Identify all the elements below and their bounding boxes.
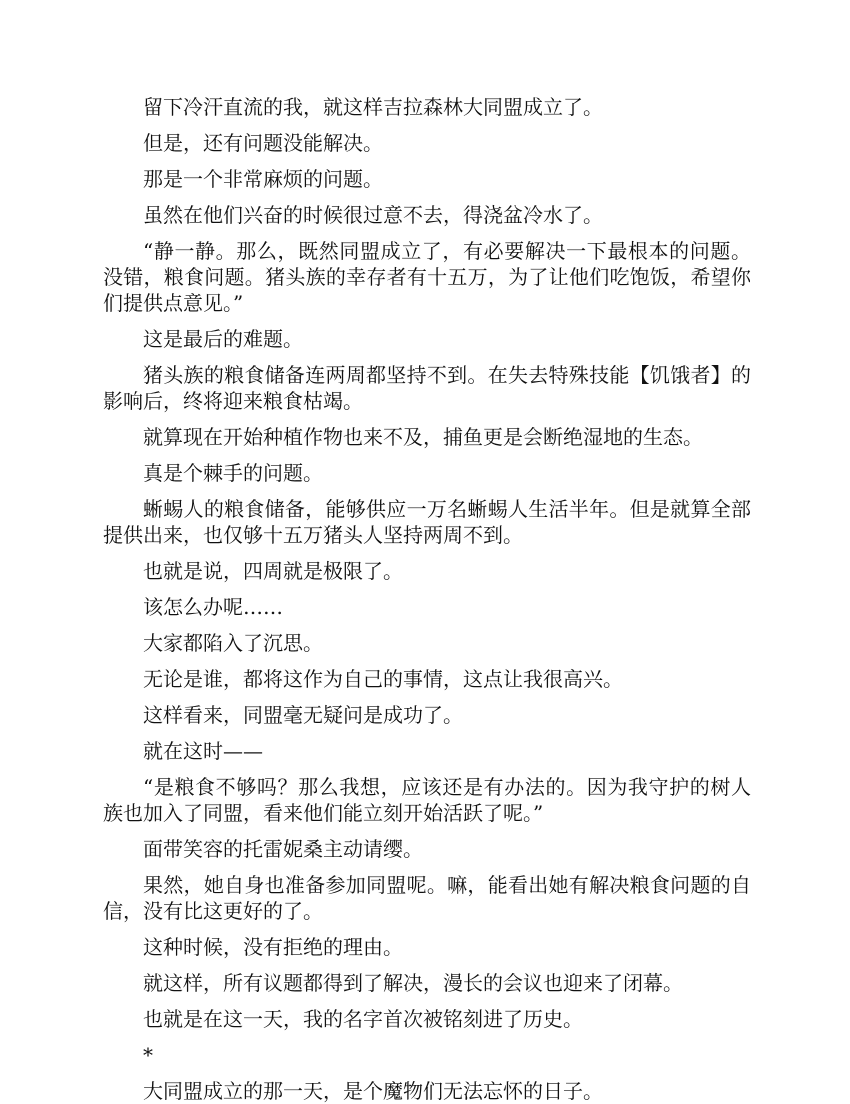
- paragraph-6: 这是最后的难题。: [143, 327, 303, 351]
- paragraph-4: 虽然在他们兴奋的时候很过意不去，得浇盆冷水了。: [143, 203, 603, 227]
- paragraph-10: 蜥蜴人的粮食储备，能够供应一万名蜥蜴人生活半年。但是就算全部提供出来，也仅够十五万猪头人坚持两周不到。: [103, 497, 751, 547]
- paragraph-11: 也就是说，四周就是极限了。: [143, 559, 403, 583]
- paragraph-7: 猪头族的粮食储备连两周都坚持不到。在失去特殊技能【饥饿者】的影响后，终将迎来粮食枯竭。: [103, 363, 751, 413]
- paragraph-5: “静一静。那么，既然同盟成立了，有必要解决一下最根本的问题。没错，粮食问题。猪头族的幸存者有十五万，为了让他们吃饱饭，希望你们提供点意见。”: [103, 239, 751, 315]
- paragraph-2: 但是，还有问题没能解决。: [143, 131, 383, 155]
- paragraph-9: 真是个棘手的问题。: [143, 461, 323, 485]
- paragraph-3: 那是一个非常麻烦的问题。: [143, 167, 383, 191]
- paragraph-23: 大同盟成立的那一天，是个魔物们无法忘怀的日子。: [143, 1079, 603, 1103]
- paragraph-13: 大家都陷入了沉思。: [143, 631, 323, 655]
- paragraph-1: 留下冷汗直流的我，就这样吉拉森林大同盟成立了。: [143, 95, 603, 119]
- paragraph-22: 也就是在这一天，我的名字首次被铭刻进了历史。: [143, 1007, 583, 1031]
- document-body: [103, 94, 751, 1104]
- paragraph-21: 就这样，所有议题都得到了解决，漫长的会议也迎来了闭幕。: [143, 971, 683, 995]
- paragraph-14: 无论是谁，都将这作为自己的事情，这点让我很高兴。: [143, 667, 623, 691]
- section-break: *: [143, 1043, 153, 1067]
- paragraph-17: “是粮食不够吗？那么我想，应该还是有办法的。因为我守护的树人族也加入了同盟，看来他们能立刻开始活跃了呢。”: [103, 775, 751, 825]
- paragraph-20: 这种时候，没有拒绝的理由。: [143, 935, 403, 959]
- paragraph-12: 该怎么办呢……: [143, 595, 283, 619]
- paragraph-16: 就在这时——: [143, 739, 263, 763]
- paragraph-15: 这样看来，同盟毫无疑问是成功了。: [143, 703, 463, 727]
- paragraph-8: 就算现在开始种植作物也来不及，捕鱼更是会断绝湿地的生态。: [143, 425, 703, 449]
- paragraph-19: 果然，她自身也准备参加同盟呢。嘛，能看出她有解决粮食问题的自信，没有比这更好的了。: [103, 873, 751, 923]
- paragraph-18: 面带笑容的托雷妮桑主动请缨。: [143, 837, 423, 861]
